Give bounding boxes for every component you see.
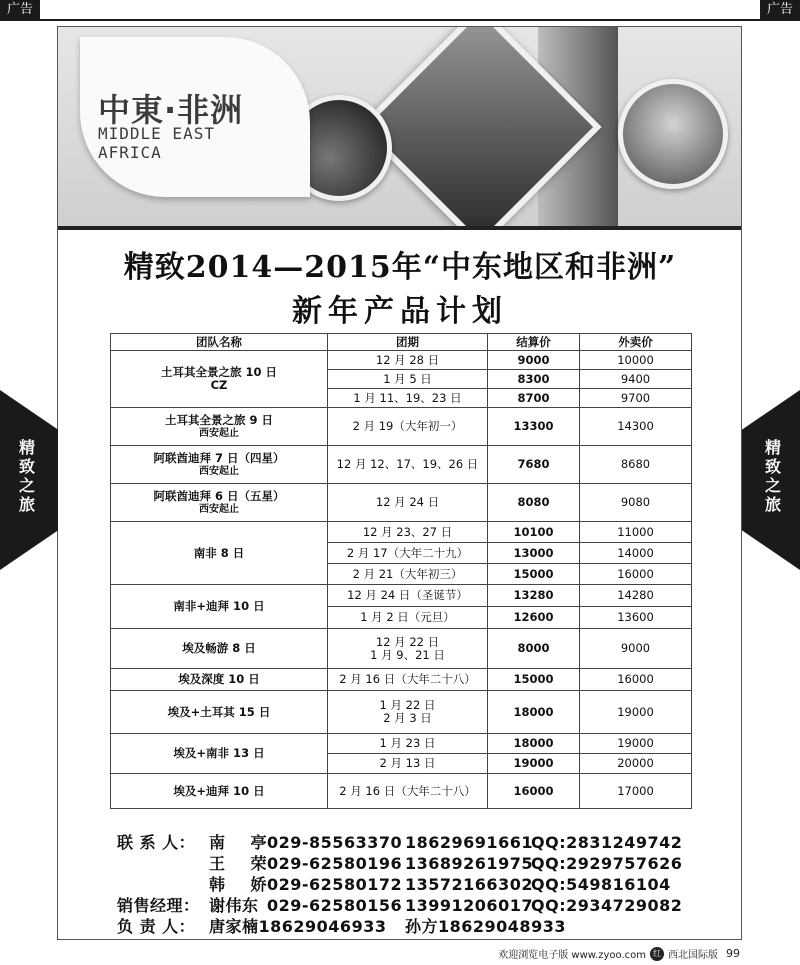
retail-price: 17000	[580, 774, 692, 809]
date-cell: 1 月 5 日	[328, 370, 488, 389]
contact-phone: 029-62580196	[267, 854, 403, 873]
team-name: 埃及+迪拜 10 日	[111, 774, 328, 809]
logo-en-line1: MIDDLE EAST	[98, 124, 215, 143]
table-row	[111, 629, 692, 669]
contact-phone: 029-85563370	[267, 833, 403, 852]
retail-price: 9700	[580, 389, 692, 408]
sales-phone: 029-62580156	[267, 896, 403, 915]
team-name: 埃及+土耳其 15 日	[111, 691, 328, 734]
sales-row	[117, 895, 682, 916]
date-cell: 1 月 11、19、23 日	[328, 389, 488, 408]
team-name	[111, 446, 328, 484]
team-name	[111, 408, 328, 446]
page-number: 99	[726, 947, 740, 960]
date-cell: 2 月 19（大年初一）	[328, 408, 488, 446]
sales-qq: QQ:2934729082	[531, 896, 683, 915]
team-name: 埃及+南非 13 日	[111, 734, 328, 774]
date-cell: 12 月 24 日	[328, 484, 488, 522]
retail-price: 9000	[580, 629, 692, 669]
settle-price: 13300	[488, 408, 580, 446]
team-name: 南非+迪拜 10 日	[111, 585, 328, 629]
retail-price: 9080	[580, 484, 692, 522]
settle-price: 12600	[488, 607, 580, 629]
table-row	[111, 691, 692, 734]
footer-text: 欢迎浏览电子版 www.zyoo.com	[498, 950, 646, 961]
date-line1: 12 月 22 日	[375, 634, 440, 649]
date-cell	[328, 629, 488, 669]
date-cell	[328, 691, 488, 734]
table-header-row	[111, 334, 692, 351]
retail-price: 14000	[580, 543, 692, 564]
banner	[58, 27, 741, 229]
header-date: 团期	[328, 334, 488, 351]
table-row	[111, 585, 692, 607]
date-cell: 12 月 28 日	[328, 351, 488, 370]
date-cell: 2 月 16 日（大年二十八）	[328, 774, 488, 809]
table-row	[111, 351, 692, 370]
date-cell: 2 月 13 日	[328, 754, 488, 774]
logo-en	[98, 124, 215, 162]
manager-1: 唐家楠18629046933	[209, 917, 387, 936]
price-table	[110, 333, 692, 809]
team-name-text: 土耳其全景之旅 9 日	[164, 412, 273, 427]
table-row	[111, 669, 692, 691]
team-name-sub: 西安起止	[199, 465, 239, 477]
team-name	[111, 484, 328, 522]
contact-row	[117, 853, 682, 874]
contact-label-blank	[117, 853, 209, 874]
table-row	[111, 484, 692, 522]
team-name-text: 阿联酋迪拜 6 日（五星）	[153, 488, 285, 503]
logo-cn: 中東·非洲	[98, 91, 244, 129]
settle-price: 7680	[488, 446, 580, 484]
settle-price: 9000	[488, 351, 580, 370]
contact-row	[117, 874, 682, 895]
contact-phone: 029-62580172	[267, 875, 403, 894]
settle-price: 8300	[488, 370, 580, 389]
contact-label-blank	[117, 874, 209, 895]
banner-bottom-rule	[58, 226, 741, 230]
retail-price: 20000	[580, 754, 692, 774]
date-cell: 12 月 23、27 日	[328, 522, 488, 543]
settle-price: 19000	[488, 754, 580, 774]
contact-qq: QQ:2831249742	[531, 833, 683, 852]
contact-name: 韩 娇	[209, 875, 267, 894]
banner-photo-balloons	[618, 79, 728, 189]
team-name-sub: 西安起止	[199, 503, 239, 515]
header-settle: 结算价	[488, 334, 580, 351]
retail-price: 14280	[580, 585, 692, 607]
date-cell: 1 月 2 日（元旦）	[328, 607, 488, 629]
footer-edition: 西北国际版	[668, 950, 718, 961]
settle-price: 8000	[488, 629, 580, 669]
team-name-sub: 西安起止	[199, 427, 239, 439]
date-line2: 2 月 3 日	[383, 711, 432, 725]
contact-row	[117, 832, 682, 853]
page-title-line1: 精致2014—2015年“中东地区和非洲”	[123, 250, 677, 285]
retail-price: 19000	[580, 691, 692, 734]
settle-price: 13280	[488, 585, 580, 607]
contact-mobile: 13689261975	[405, 854, 533, 873]
team-name-text: 土耳其全景之旅 10 日	[160, 365, 277, 379]
side-tab-right-text: 精致之旅	[764, 438, 781, 514]
table-row	[111, 522, 692, 543]
settle-price: 16000	[488, 774, 580, 809]
team-name-text: 阿联酋迪拜 7 日（四星）	[153, 450, 285, 465]
contact-mobile: 18629691661	[405, 833, 533, 852]
settle-price: 13000	[488, 543, 580, 564]
retail-price: 16000	[580, 669, 692, 691]
retail-price: 9400	[580, 370, 692, 389]
logo-en-line2: AFRICA	[98, 143, 162, 162]
team-name: 埃及畅游 8 日	[111, 629, 328, 669]
ad-label-right: 广告	[760, 0, 800, 19]
date-line1: 1 月 22 日	[379, 698, 436, 712]
footer-badge: 红	[650, 947, 664, 961]
header-team: 团队名称	[111, 334, 328, 351]
date-cell: 2 月 21（大年初三）	[328, 564, 488, 585]
settle-price: 10100	[488, 522, 580, 543]
table-row	[111, 446, 692, 484]
team-name-sub: CZ	[210, 378, 228, 392]
page-footer	[498, 946, 740, 961]
team-name: 南非 8 日	[111, 522, 328, 585]
date-cell: 12 月 12、17、19、26 日	[328, 446, 488, 484]
sales-mobile: 13991206017	[405, 896, 533, 915]
page-title-line2: 新年产品计划	[292, 294, 508, 329]
sales-name: 谢伟东	[209, 896, 259, 915]
contact-label: 联 系 人：	[117, 833, 196, 852]
side-tab-left-text: 精致之旅	[18, 438, 35, 514]
date-line2: 1 月 9、21 日	[370, 647, 445, 662]
retail-price: 10000	[580, 351, 692, 370]
settle-price: 18000	[488, 734, 580, 754]
settle-price: 15000	[488, 564, 580, 585]
manager-label: 负 责 人：	[117, 917, 196, 936]
date-cell: 12 月 24 日（圣诞节）	[328, 585, 488, 607]
retail-price: 11000	[580, 522, 692, 543]
team-name: 埃及深度 10 日	[111, 669, 328, 691]
ad-label-left: 广告	[0, 0, 40, 19]
settle-price: 18000	[488, 691, 580, 734]
team-name	[111, 351, 328, 408]
contact-block	[117, 832, 682, 937]
table-row	[111, 774, 692, 809]
contact-name: 王 荣	[209, 854, 267, 873]
date-cell: 2 月 16 日（大年二十八）	[328, 669, 488, 691]
settle-price: 8080	[488, 484, 580, 522]
contact-qq: QQ:2929757626	[531, 854, 683, 873]
manager-row	[117, 916, 682, 937]
settle-price: 8700	[488, 389, 580, 408]
manager-2: 孙方18629048933	[405, 917, 566, 936]
retail-price: 14300	[580, 408, 692, 446]
contact-qq: QQ:549816104	[531, 875, 671, 894]
date-cell: 2 月 17（大年二十九）	[328, 543, 488, 564]
retail-price: 19000	[580, 734, 692, 754]
header-retail: 外卖价	[580, 334, 692, 351]
contact-mobile: 13572166302	[405, 875, 533, 894]
retail-price: 16000	[580, 564, 692, 585]
table-row	[111, 408, 692, 446]
date-cell: 1 月 23 日	[328, 734, 488, 754]
top-rule	[0, 19, 800, 21]
sales-label: 销售经理：	[117, 896, 200, 915]
settle-price: 15000	[488, 669, 580, 691]
retail-price: 8680	[580, 446, 692, 484]
retail-price: 13600	[580, 607, 692, 629]
contact-name: 南 亭	[209, 833, 267, 852]
table-row	[111, 734, 692, 754]
